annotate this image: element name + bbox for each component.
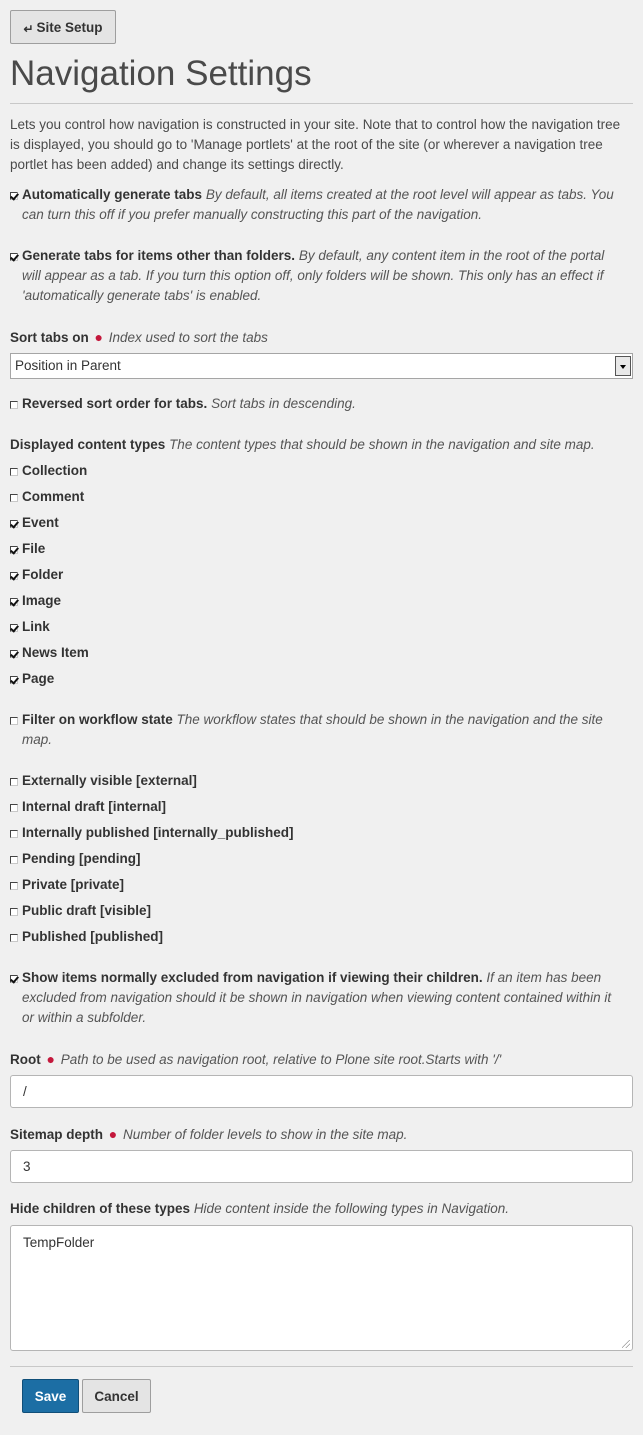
save-button[interactable]: Save xyxy=(22,1379,79,1413)
workflow-state-checkbox[interactable] xyxy=(10,804,18,812)
site-setup-label: Site Setup xyxy=(36,19,103,35)
sitemap-depth-label: Sitemap depth xyxy=(10,1127,104,1142)
nonfolderish-tabs-label: Generate tabs for items other than folders. xyxy=(22,248,296,263)
sort-tabs-label: Sort tabs on xyxy=(10,330,89,345)
workflow-state-label: Internally published [internally_published] xyxy=(22,825,294,840)
content-type-label: Collection xyxy=(22,463,88,478)
workflow-state-checkbox[interactable] xyxy=(10,856,18,864)
cancel-button[interactable]: Cancel xyxy=(82,1379,151,1413)
show-excluded-label: Show items normally excluded from navigation if viewing their children. xyxy=(22,970,483,985)
content-type-label: Comment xyxy=(22,489,85,504)
workflow-state-option xyxy=(10,875,620,895)
workflow-state-option xyxy=(10,927,620,947)
content-type-label: File xyxy=(22,541,46,556)
root-hint: Path to be used as navigation root, relative to Plone site root.Starts with '/' xyxy=(60,1052,502,1067)
content-type-option xyxy=(10,487,620,507)
content-type-label: Folder xyxy=(22,567,64,582)
content-type-checkbox[interactable] xyxy=(10,468,18,476)
displayed-types-label: Displayed content types xyxy=(10,437,166,452)
generate-tabs-field xyxy=(10,185,620,225)
filter-workflow-checkbox[interactable] xyxy=(10,717,18,725)
show-excluded-hint: If an item has been excluded from navigation should it be shown in navigation when viewing content contained within it or within a subfolder. xyxy=(22,970,612,1025)
content-type-checkbox[interactable] xyxy=(10,624,18,632)
nonfolderish-tabs-field xyxy=(10,246,620,306)
content-type-checkbox[interactable] xyxy=(10,546,18,554)
root-label: Root xyxy=(10,1052,41,1067)
generate-tabs-hint: By default, all items created at the root level will appear as tabs. You can turn this off if you prefer manually constructing this part of the navigation. xyxy=(22,187,614,222)
sort-tabs-field-label xyxy=(10,327,268,348)
content-type-checkbox[interactable] xyxy=(10,494,18,502)
workflow-state-checkbox[interactable] xyxy=(10,778,18,786)
root-input-value: / xyxy=(23,1084,27,1099)
return-arrow-icon: ↵ xyxy=(23,22,34,36)
sitemap-depth-input[interactable] xyxy=(10,1150,633,1183)
content-type-checkbox[interactable] xyxy=(10,572,18,580)
nonfolderish-tabs-checkbox[interactable] xyxy=(10,253,18,261)
workflow-state-option xyxy=(10,849,620,869)
nonfolderish-tabs-hint: By default, any content item in the root of the portal will appear as a tab. If you turn this option off, only folders will be shown. This only has an effect if 'automatically generate tabs' is enabled. xyxy=(22,248,605,303)
required-icon: ● xyxy=(46,1051,55,1067)
title-divider xyxy=(10,103,633,104)
content-type-checkbox[interactable] xyxy=(10,520,18,528)
content-type-option xyxy=(10,669,620,689)
page-title: Navigation Settings xyxy=(10,54,312,93)
content-type-checkbox[interactable] xyxy=(10,598,18,606)
sort-tabs-selected-value: Position in Parent xyxy=(15,358,121,373)
hide-children-textarea[interactable] xyxy=(10,1225,633,1351)
workflow-state-label: Pending [pending] xyxy=(22,851,141,866)
displayed-types-field-label xyxy=(10,435,595,455)
reversed-sort-hint: Sort tabs in descending. xyxy=(211,396,356,411)
reversed-sort-field xyxy=(10,394,620,414)
content-type-option xyxy=(10,591,620,611)
sitemap-depth-hint: Number of folder levels to show in the site map. xyxy=(123,1127,408,1142)
sitemap-depth-field-label xyxy=(10,1124,407,1145)
workflow-state-label: Public draft [visible] xyxy=(22,903,152,918)
hide-children-label: Hide children of these types xyxy=(10,1201,191,1216)
reversed-sort-label: Reversed sort order for tabs. xyxy=(22,396,208,411)
content-type-label: Event xyxy=(22,515,59,530)
sort-tabs-select[interactable] xyxy=(10,353,633,379)
hide-children-hint: Hide content inside the following types in Navigation. xyxy=(193,1201,509,1216)
displayed-types-hint: The content types that should be shown in the navigation and site map. xyxy=(169,437,595,452)
content-type-option xyxy=(10,461,620,481)
generate-tabs-label: Automatically generate tabs xyxy=(22,187,203,202)
workflow-state-option xyxy=(10,823,620,843)
root-field-label xyxy=(10,1049,501,1070)
workflow-state-label: Externally visible [external] xyxy=(22,773,197,788)
content-type-option xyxy=(10,643,620,663)
generate-tabs-checkbox[interactable] xyxy=(10,192,18,200)
workflow-state-checkbox[interactable] xyxy=(10,830,18,838)
content-type-option xyxy=(10,565,620,585)
workflow-state-checkbox[interactable] xyxy=(10,934,18,942)
content-type-label: News Item xyxy=(22,645,89,660)
required-icon: ● xyxy=(94,329,103,345)
workflow-state-option xyxy=(10,771,620,791)
content-type-label: Link xyxy=(22,619,50,634)
filter-workflow-hint: The workflow states that should be shown in the navigation and the site map. xyxy=(22,712,603,747)
workflow-state-checkbox[interactable] xyxy=(10,882,18,890)
sort-tabs-hint: Index used to sort the tabs xyxy=(108,330,268,345)
workflow-state-checkbox[interactable] xyxy=(10,908,18,916)
content-type-option xyxy=(10,539,620,559)
hide-children-value: TempFolder xyxy=(23,1235,95,1250)
content-type-label: Page xyxy=(22,671,55,686)
hide-children-field-label xyxy=(10,1199,509,1219)
content-type-option xyxy=(10,513,620,533)
workflow-state-label: Private [private] xyxy=(22,877,125,892)
resize-grip-icon[interactable] xyxy=(622,1340,630,1348)
filter-workflow-label: Filter on workflow state xyxy=(22,712,173,727)
page-description: Lets you control how navigation is constructed in your site. Note that to control how the navigation tree is displayed, you should go to 'Manage portlets' at the root of the site (or wherever a navigation tree portlet has been added) and change its settings directly. xyxy=(10,117,621,172)
workflow-state-option xyxy=(10,797,620,817)
form-divider xyxy=(10,1366,633,1367)
workflow-state-label: Published [published] xyxy=(22,929,163,944)
content-type-checkbox[interactable] xyxy=(10,676,18,684)
filter-workflow-field xyxy=(10,710,620,750)
workflow-state-label: Internal draft [internal] xyxy=(22,799,167,814)
content-type-checkbox[interactable] xyxy=(10,650,18,658)
sitemap-depth-value: 3 xyxy=(23,1159,31,1174)
show-excluded-field xyxy=(10,968,620,1028)
required-icon: ● xyxy=(108,1126,118,1142)
show-excluded-checkbox[interactable] xyxy=(10,975,18,983)
content-type-option xyxy=(10,617,620,637)
chevron-down-icon[interactable] xyxy=(615,356,631,376)
workflow-state-option xyxy=(10,901,620,921)
content-type-label: Image xyxy=(22,593,62,608)
reversed-sort-checkbox[interactable] xyxy=(10,401,18,409)
site-setup-button[interactable] xyxy=(10,10,116,44)
root-input[interactable] xyxy=(10,1075,633,1108)
